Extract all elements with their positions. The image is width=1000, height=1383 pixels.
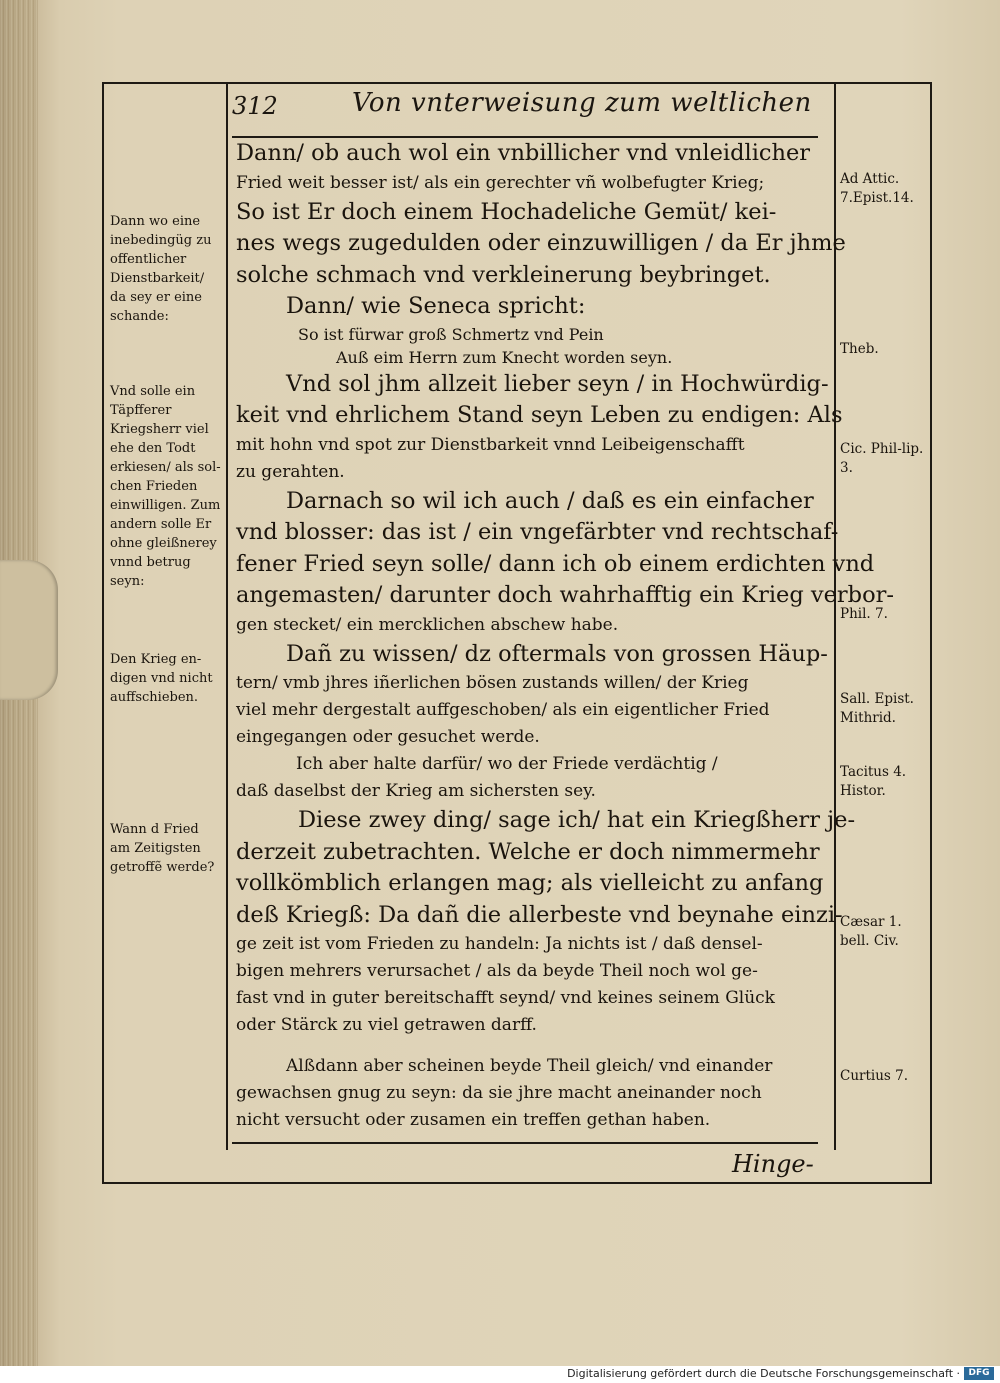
text-line: So ist Er doch einem Hochadeliche Gemüt/ kei-: [236, 198, 777, 225]
margin-note-right: Ad Attic. 7.Epist.14.: [840, 171, 914, 206]
text-line: nes wegs zugedulden oder einzuwilligen / da Er jhme: [236, 230, 846, 256]
text-line: mit hohn vnd spot zur Dienstbarkeit vnnd Leibeigenschafft: [236, 434, 745, 455]
text-line: eingegangen oder gesuchet werde.: [236, 727, 540, 747]
page-clip: [0, 560, 58, 700]
text-line: deß Kriegß: Da dañ die allerbeste vnd beynahe einzi-: [236, 901, 843, 928]
footer-rule: [232, 1142, 818, 1144]
verse-line: So ist fürwar groß Schmertz vnd Pein: [298, 324, 604, 344]
margin-note-left: Wann d Fried am Zeitigsten getroffẽ werde?: [110, 822, 215, 875]
text-line: Diese zwey ding/ sage ich/ hat ein Kriegßherr je-: [298, 807, 856, 833]
text-line: fener Fried seyn solle/ dann ich ob einem erdichten vnd: [236, 550, 875, 577]
text-line: bigen mehrers verursachet / als da beyde Theil noch wol ge-: [236, 961, 758, 981]
text-line: Darnach so wil ich auch / daß es ein einfacher: [286, 487, 814, 514]
text-line: gewachsen gnug zu seyn: da sie jhre macht aneinander noch: [236, 1083, 762, 1103]
margin-note-right: Phil. 7.: [840, 606, 888, 622]
left-column-rule: [226, 82, 228, 1150]
text-line: zu gerahten.: [236, 461, 345, 482]
text-line: nicht versucht oder zusamen ein treffen gethan haben.: [236, 1110, 711, 1130]
margin-note-right: Sall. Epist. Mithrid.: [840, 691, 914, 726]
text-line: daß daselbst der Krieg am sichersten sey.: [236, 781, 596, 801]
margin-note-right: Theb.: [840, 341, 879, 357]
funding-credit: Digitalisierung gefördert durch die Deutsche Forschungsgemeinschaft ·: [567, 1367, 960, 1380]
margin-note-right: Cæsar 1. bell. Civ.: [840, 914, 902, 949]
text-line: Dann/ ob auch wol ein vnbillicher vnd vnleidlicher: [236, 140, 811, 166]
text-line: angemasten/ darunter doch wahrhafftig ein Krieg verbor-: [236, 582, 894, 608]
dfg-logo: DFG: [964, 1367, 994, 1380]
margin-note-right: Cic. Phil-lip. 3.: [840, 441, 924, 476]
margin-note-left: Den Krieg en-digen vnd nicht auffschieben.: [110, 652, 213, 705]
text-line: gen stecket/ ein mercklichen abschew habe.: [236, 614, 619, 635]
page-number: 312: [232, 92, 278, 120]
text-line: Dann/ wie Seneca spricht:: [286, 293, 586, 319]
text-line: Vnd sol jhm allzeit lieber seyn / in Hochwürdig-: [286, 370, 829, 397]
text-line: solche schmach vnd verkleinerung beybringet.: [236, 261, 771, 288]
text-line: ge zeit ist vom Frieden zu handeln: Ja nichts ist / daß densel-: [236, 934, 763, 954]
text-line: Ich aber halte darfür/ wo der Friede verdächtig /: [296, 754, 718, 774]
text-line: Alßdann aber scheinen beyde Theil gleich/ vnd einander: [286, 1056, 773, 1076]
text-line: fast vnd in guter bereitschafft seynd/ vnd keines seinem Glück: [236, 988, 775, 1008]
margin-note-right: Tacitus 4. Histor.: [840, 764, 907, 799]
running-title: Von vnterweisung zum weltlichen: [352, 88, 812, 118]
text-line: vnd blosser: das ist / ein vngefärbter vnd rechtschaf-: [236, 519, 839, 545]
margin-note-right: Curtius 7.: [840, 1068, 909, 1084]
catchword: Hinge-: [732, 1150, 814, 1178]
text-line: oder Stärck zu viel getrawen darff.: [236, 1015, 537, 1035]
text-line: Fried weit besser ist/ als ein gerechter vñ wolbefugter Krieg;: [236, 172, 765, 193]
verse-line: Auß eim Herrn zum Knecht worden seyn.: [336, 347, 673, 367]
text-line: Dañ zu wissen/ dz oftermals von grossen Häup-: [286, 640, 828, 667]
text-line: tern/ vmb jhres iñerlichen bösen zustands willen/ der Krieg: [236, 673, 749, 693]
text-line: keit vnd ehrlichem Stand seyn Leben zu endigen: Als: [236, 402, 843, 428]
text-line: vollkömblich erlangen mag; als vielleicht zu anfang: [236, 870, 824, 896]
margin-note-left: Dann wo eine inebedingüg zu offentlicher Dienstbarkeit/ da sey er eine schande:: [110, 214, 212, 324]
text-line: derzeit zubetrachten. Welche er doch nimmermehr: [236, 838, 820, 865]
margin-note-left: Vnd solle ein Täpfferer Kriegsherr viel ehe den Todt erkiesen/ als sol-chen Frieden einwilligen. Zum andern solle Er ohne gleißnerey vnnd betrug seyn:: [110, 384, 221, 589]
text-line: viel mehr dergestalt auffgeschoben/ als ein eigentlicher Fried: [236, 700, 770, 720]
